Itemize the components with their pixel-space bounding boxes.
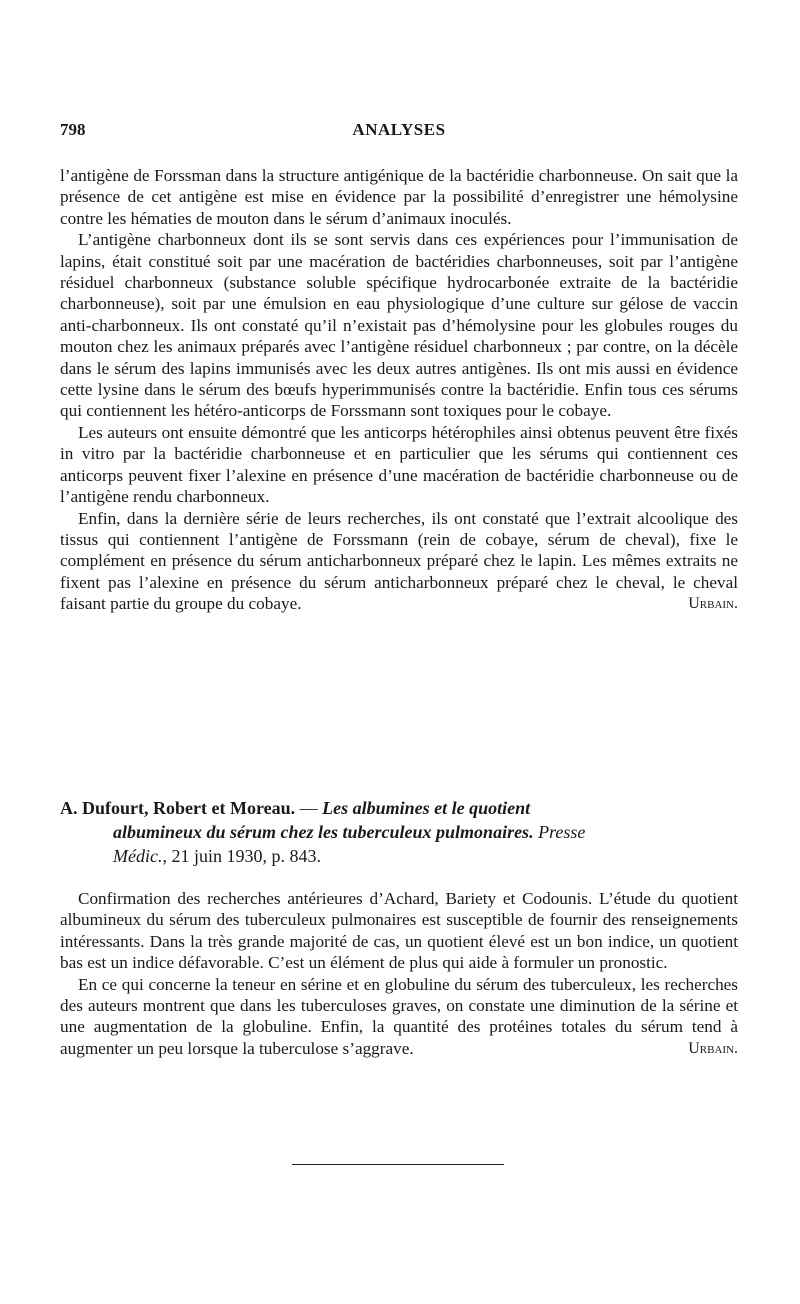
citation-authors: A. Dufourt, Robert et Moreau. — [60, 798, 296, 818]
paragraph — [60, 974, 738, 1060]
signature: Urbain. — [688, 1039, 738, 1057]
paragraph: l’antigène de Forssman dans la structure antigénique de la bactéridie charbonneuse. On sait que la présence de cet antigène est mise en évidence par la possibilité d’enregistrer une hémolysine contre les hématies de mouton dans le sérum d’animaux inoculés. — [60, 166, 738, 228]
citation-line — [60, 796, 738, 820]
citation — [60, 796, 738, 868]
second-review — [60, 888, 738, 1059]
paragraph: Confirmation des recherches antérieures d’Achard, Bariety et Codounis. L’étude du quotient albumineux du sérum des tuberculeux pulmonaires est susceptible de fournir des renseignements intéressants. Dans la très grande majorité de cas, un quotient élevé est un bon indice, un quotient bas est un indice défavorable. C’est un élément de plus qui aide à formuler un pronostic. — [60, 889, 738, 973]
running-title: ANALYSES — [352, 120, 446, 139]
page-number: 798 — [60, 120, 86, 139]
paragraph: L’antigène charbonneux dont ils se sont servis dans ces expériences pour l’immunisation de lapins, était constitué soit par une macération de bactéridies charbonneuses, soit par l’antigène résiduel charbonneux (substance soluble spécifique hydrocarbonée extraite de la bactéridie charbonneuse), soit par une émulsion en eau physiologique d’une culture sur gélose de vaccin anti-charbonneux. Ils ont constaté qu’il n’existait pas d’hémolysine pour les globules rouges du mouton chez les animaux préparés avec l’antigène résiduel charbonneux ; par contre, on la décèle dans le sérum des lapins immunisés avec les deux autres antigènes. Ils ont mis aussi en évidence cette lysine dans le sérum des bœufs hyperimmunisés contre la bactéridie. Enfin tous ces sérums qui contiennent les hétéro-anticorps de Forssmann sont toxiques pour le cobaye. — [60, 230, 738, 421]
first-review — [60, 165, 738, 615]
page-header — [60, 120, 738, 144]
citation-date: , 21 juin 1930, p. 843. — [162, 846, 321, 866]
paragraph-with-signature — [60, 508, 738, 615]
citation-title-part1: Les albumines et le quotient — [322, 798, 531, 818]
citation-dash: — — [295, 798, 323, 818]
paragraph-text: En ce qui concerne la teneur en sérine et en globuline du sérum des tuberculeux, les recherches des auteurs montrent que dans les tuberculoses graves, on constate une diminution de la sérine et une augmentation de la globuline. Enfin, la quantité des protéines totales du sérum tend à augmenter un peu lorsque la tuberculose s’aggrave. — [60, 974, 738, 1058]
citation-line — [60, 820, 738, 844]
paragraph — [60, 508, 738, 615]
citation-title-part2: albumineux du sérum chez les tuberculeux pulmonaires. — [113, 822, 534, 842]
section-divider — [292, 1164, 504, 1165]
paragraph: Les auteurs ont ensuite démontré que les anticorps hétérophiles ainsi obtenus peuvent être fixés in vitro par la bactéridie charbonneuse et en particulier que les sérums qui contiennent ces anticorps peuvent fixer l’alexine en présence d’une macération de bactéridie charbonneuse ou de l’antigène rendu charbonneux. — [60, 422, 738, 507]
citation-journal-cont: Médic. — [113, 846, 163, 866]
citation-journal: Presse — [538, 822, 586, 842]
signature: Urbain. — [688, 595, 738, 613]
citation-line — [60, 844, 738, 868]
paragraph-text: Enfin, dans la dernière série de leurs recherches, ils ont constaté que l’extrait alcoolique des tissus qui contiennent l’antigène de Forssmann (rein de cobaye, sérum de cheval), fixe le complément en présence du sérum anticharbonneux préparé chez le lapin. Les mêmes extraits ne fixent pas l’alexine en présence du sérum anticharbonneux préparé chez le cheval, le cheval faisant partie du groupe du cobaye. — [60, 508, 738, 614]
